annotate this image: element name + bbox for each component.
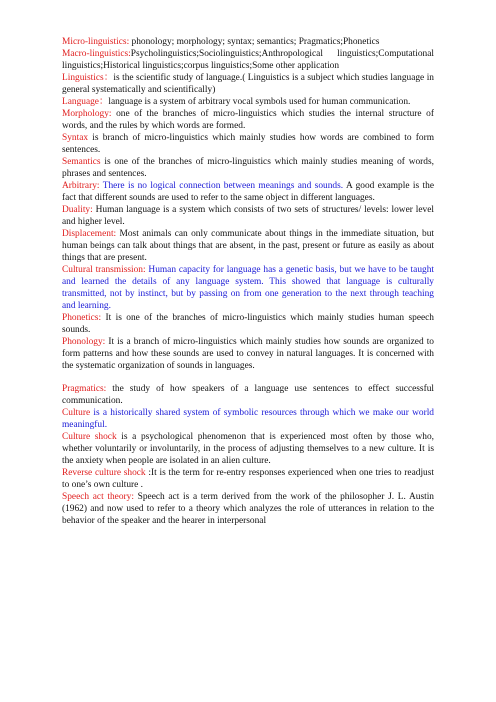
definition-text: Speech act is a term derived from the work of the philosopher J. L. Austin (1962) and now used to refer to a theory which analyzes the role of utterances in relation to the behavior of the speaker and the hearer in interpersonal — [62, 492, 434, 526]
definition-text: Human language is a system which consists of two sets of structures/ levels: lower level and higher level. — [62, 205, 434, 227]
definition-text: the study of how speakers of a language use sentences to effect successful communication. — [62, 384, 434, 406]
highlighted-text: Human capacity for language has a genetic basis, but we have to be taught and learned the details of any language system. This showed that language is culturally transmitted, not by instinct, but by passing on from one generation to the next through teaching and learning. — [62, 265, 434, 311]
definition-text: one of the branches of micro-linguistics which studies the internal structure of words, and the rules by which words are formed. — [62, 109, 434, 131]
definition-text: is the scientific study of language.( Linguistics is a subject which studies language in general systematically and scientifically) — [62, 73, 434, 95]
definition-morphology — [62, 108, 434, 132]
definition-text: language is a system of arbitrary vocal symbols used for human communication. — [108, 97, 411, 107]
definition-text: is branch of micro-linguistics which mainly studies how words are combined to form sentences. — [62, 133, 434, 155]
document-page — [62, 36, 434, 527]
definition-text: :It is the term for re-entry responses experienced when one tries to readjust to one’s own culture . — [62, 468, 434, 490]
definition-speech-act-theory — [62, 491, 434, 527]
term-label: Phonology: — [62, 337, 106, 347]
term-label: Duality: — [62, 205, 93, 215]
definition-text: It is a branch of micro-linguistics which mainly studies how sounds are organized to form patterns and how these sounds are used to convey in natural languages. It is concerned with the systematic organization of sounds in languages. — [62, 337, 434, 371]
term-label: Language： — [62, 97, 109, 107]
definition-culture — [62, 407, 434, 431]
highlighted-text: There is no logical connection between meanings and sounds. — [99, 181, 344, 191]
definition-arbitrary — [62, 180, 434, 204]
paragraph-gap — [62, 372, 434, 383]
definition-semantics — [62, 156, 434, 180]
term-label: Morphology: — [62, 109, 112, 119]
definition-pragmatics — [62, 383, 434, 407]
term-label: Reverse culture shock — [62, 468, 146, 478]
definition-phonology — [62, 336, 434, 372]
term-label: Pragmatics: — [62, 384, 107, 394]
definition-text: is a psychological phenomenon that is experienced most often by those who, whether voluntarily or involuntarily, in the process of adjusting themselves to a new culture. It is the anxiety when people are isolated in an alien culture. — [62, 432, 434, 466]
term-label: Linguistics： — [62, 73, 114, 83]
definition-phonetics — [62, 312, 434, 336]
term-label: Culture — [62, 408, 91, 418]
term-label: Semantics — [62, 157, 101, 167]
definition-duality — [62, 204, 434, 228]
definition-macro-linguistics — [62, 48, 434, 72]
term-label: Culture shock — [62, 432, 117, 442]
term-label: Cultural transmission: — [62, 265, 146, 275]
definition-text: A good example is the fact that different sounds are used to refer to the same object in different languages. — [62, 181, 434, 203]
definition-displacement — [62, 228, 434, 264]
definition-culture-shock — [62, 431, 434, 467]
term-label: Macro-linguistics: — [62, 49, 131, 59]
term-label: Speech act theory: — [62, 492, 134, 502]
definition-text: Psycholinguistics;Sociolinguistics;Anthropological linguistics;Computational linguistics;Historical linguistics;corpus linguistics;Some other application — [62, 49, 434, 71]
definition-micro-linguistics — [62, 36, 434, 48]
definition-text: Most animals can only communicate about things in the immediate situation, but human beings can talk about things that are absent, in the past, present or future as easily as about things that are present. — [62, 229, 434, 263]
definition-text: phonology; morphology; syntax; semantics; Pragmatics;Phonetics — [129, 37, 380, 47]
term-label: Syntax — [62, 133, 89, 143]
highlighted-text: is a historically shared system of symbolic resources through which we make our world meaningful. — [62, 408, 434, 430]
definition-cultural-transmission — [62, 264, 434, 312]
definition-syntax — [62, 132, 434, 156]
definition-text: It is one of the branches of micro-linguistics which mainly studies human speech sounds. — [62, 313, 434, 335]
definition-text: is one of the branches of micro-linguistics which mainly studies meaning of words, phrases and sentences. — [62, 157, 434, 179]
definition-linguistics — [62, 72, 434, 96]
term-label: Displacement: — [62, 229, 117, 239]
term-label: Arbitrary: — [62, 181, 100, 191]
term-label: Phonetics: — [62, 313, 102, 323]
definition-reverse-culture-shock — [62, 467, 434, 491]
term-label: Micro-linguistics: — [62, 37, 130, 47]
definition-language — [62, 96, 434, 108]
